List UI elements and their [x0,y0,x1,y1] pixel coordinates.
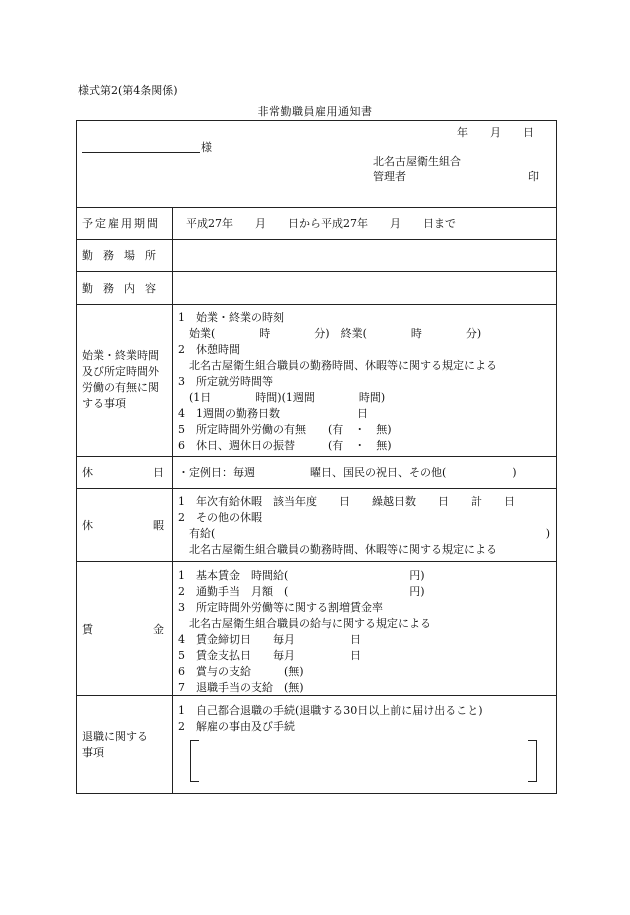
table-top-border [76,120,557,121]
document-title: 非常勤職員雇用通知書 [257,105,373,118]
form-number: 様式第2(第4条関係) [78,84,178,97]
working-hours-line: 始業( 時 分) 終業( 時 分) [178,327,482,340]
row-separator [76,456,557,457]
work-content-field[interactable] [174,273,554,302]
row-separator [76,239,557,240]
leave-line-annual: 1 年次有給休暇 該当年度 日 繰越日数 日 計 日 [178,495,515,508]
leave-label [82,518,164,534]
row-separator [76,561,557,562]
wages-line: 2 通勤手当 月額 ( 円) [178,585,425,598]
leave-details [178,494,550,558]
wages-line: 5 賃金支払日 毎月 日 [178,649,361,662]
table-left-border [76,120,77,794]
left-bracket-icon [190,740,199,782]
wages-line: 6 賞与の支給 (無) [178,665,304,678]
retirement-label-line: 退職に関する [82,730,148,743]
holidays-label-char: 日 [153,466,164,479]
working-hours-line: (1日 時間)(1週間 時間) [178,391,386,404]
employment-period-value: 平成27年 月 日から平成27年 月 日まで [186,217,456,230]
wages-label-char: 賃 [82,623,93,636]
leave-paid-open: 有給( [178,527,216,540]
row-separator [76,271,557,272]
work-place-field[interactable] [174,241,554,270]
leave-paid-close: ) [545,527,550,540]
employment-period-label: 予定雇用期間 [82,217,160,230]
work-content-label: 勤務内容 [82,282,166,295]
row-separator [76,207,557,208]
wages-line: 3 所定時間外労働等に関する割増賃金率 [178,601,383,614]
wages-line: 4 賃金締切日 毎月 日 [178,633,361,646]
working-hours-line: 5 所定時間外労働の有無 (有 ・ 無) [178,423,392,436]
row-separator [76,304,557,305]
retirement-line: 1 自己都合退職の手続(退職する30日以上前に届け出ること) [178,704,483,717]
working-hours-label-line: 始業・終業時間 [82,349,159,362]
leave-line-paid [178,526,550,542]
leave-label-char: 休 [82,519,93,532]
leave-line-other: 2 その他の休暇 [178,511,262,524]
leave-line-rule: 北名古屋衛生組合職員の勤務時間、休暇等に関する規定による [178,543,497,556]
table-right-border [556,120,557,794]
wages-details [178,568,431,696]
working-hours-line: 2 休憩時間 [178,343,240,356]
working-hours-label-line: 労働の有無に関 [82,381,159,394]
addressee-suffix: 様 [201,141,212,154]
working-hours-line: 北名古屋衛生組合職員の勤務時間、休暇等に関する規定による [178,359,497,372]
working-hours-line: 3 所定就労時間等 [178,375,273,388]
addressee-name-line[interactable] [82,152,200,153]
wages-line: 7 退職手当の支給 (無) [178,681,304,694]
table-bottom-border [76,793,557,794]
holidays-value: ・定例日：毎週 曜日、国民の祝日、その他( ) [178,466,517,479]
label-column-divider [172,207,173,794]
row-separator [76,488,557,489]
work-place-label: 勤務場所 [82,249,166,262]
wages-line: 1 基本賃金 時間給( 円) [178,569,425,582]
organization-name: 北名古屋衛生組合 [373,155,461,168]
working-hours-line: 1 始業・終業の時刻 [178,311,284,324]
working-hours-label [82,348,159,412]
retirement-line: 2 解雇の事由及び手続 [178,720,295,733]
working-hours-line: 4 1週間の勤務日数 日 [178,407,368,420]
retirement-label [82,729,148,761]
holidays-label-char: 休 [82,466,93,479]
working-hours-label-line: する事項 [82,397,126,410]
retirement-details [178,703,483,735]
wages-label-char: 金 [153,623,164,636]
wages-label [82,622,164,638]
working-hours-label-line: 及び所定時間外 [82,365,159,378]
holidays-label [82,465,164,481]
working-hours-line: 6 休日、週休日の振替 (有 ・ 無) [178,439,392,452]
manager-label: 管理者 [373,170,406,183]
seal-mark: 印 [528,170,539,183]
wages-line: 北名古屋衛生組合職員の給与に関する規定による [178,617,431,630]
right-bracket-icon [528,740,537,782]
leave-label-char: 暇 [153,519,164,532]
issue-date: 年 月 日 [457,126,534,139]
working-hours-details [178,310,497,454]
retirement-label-line: 事項 [82,746,104,759]
